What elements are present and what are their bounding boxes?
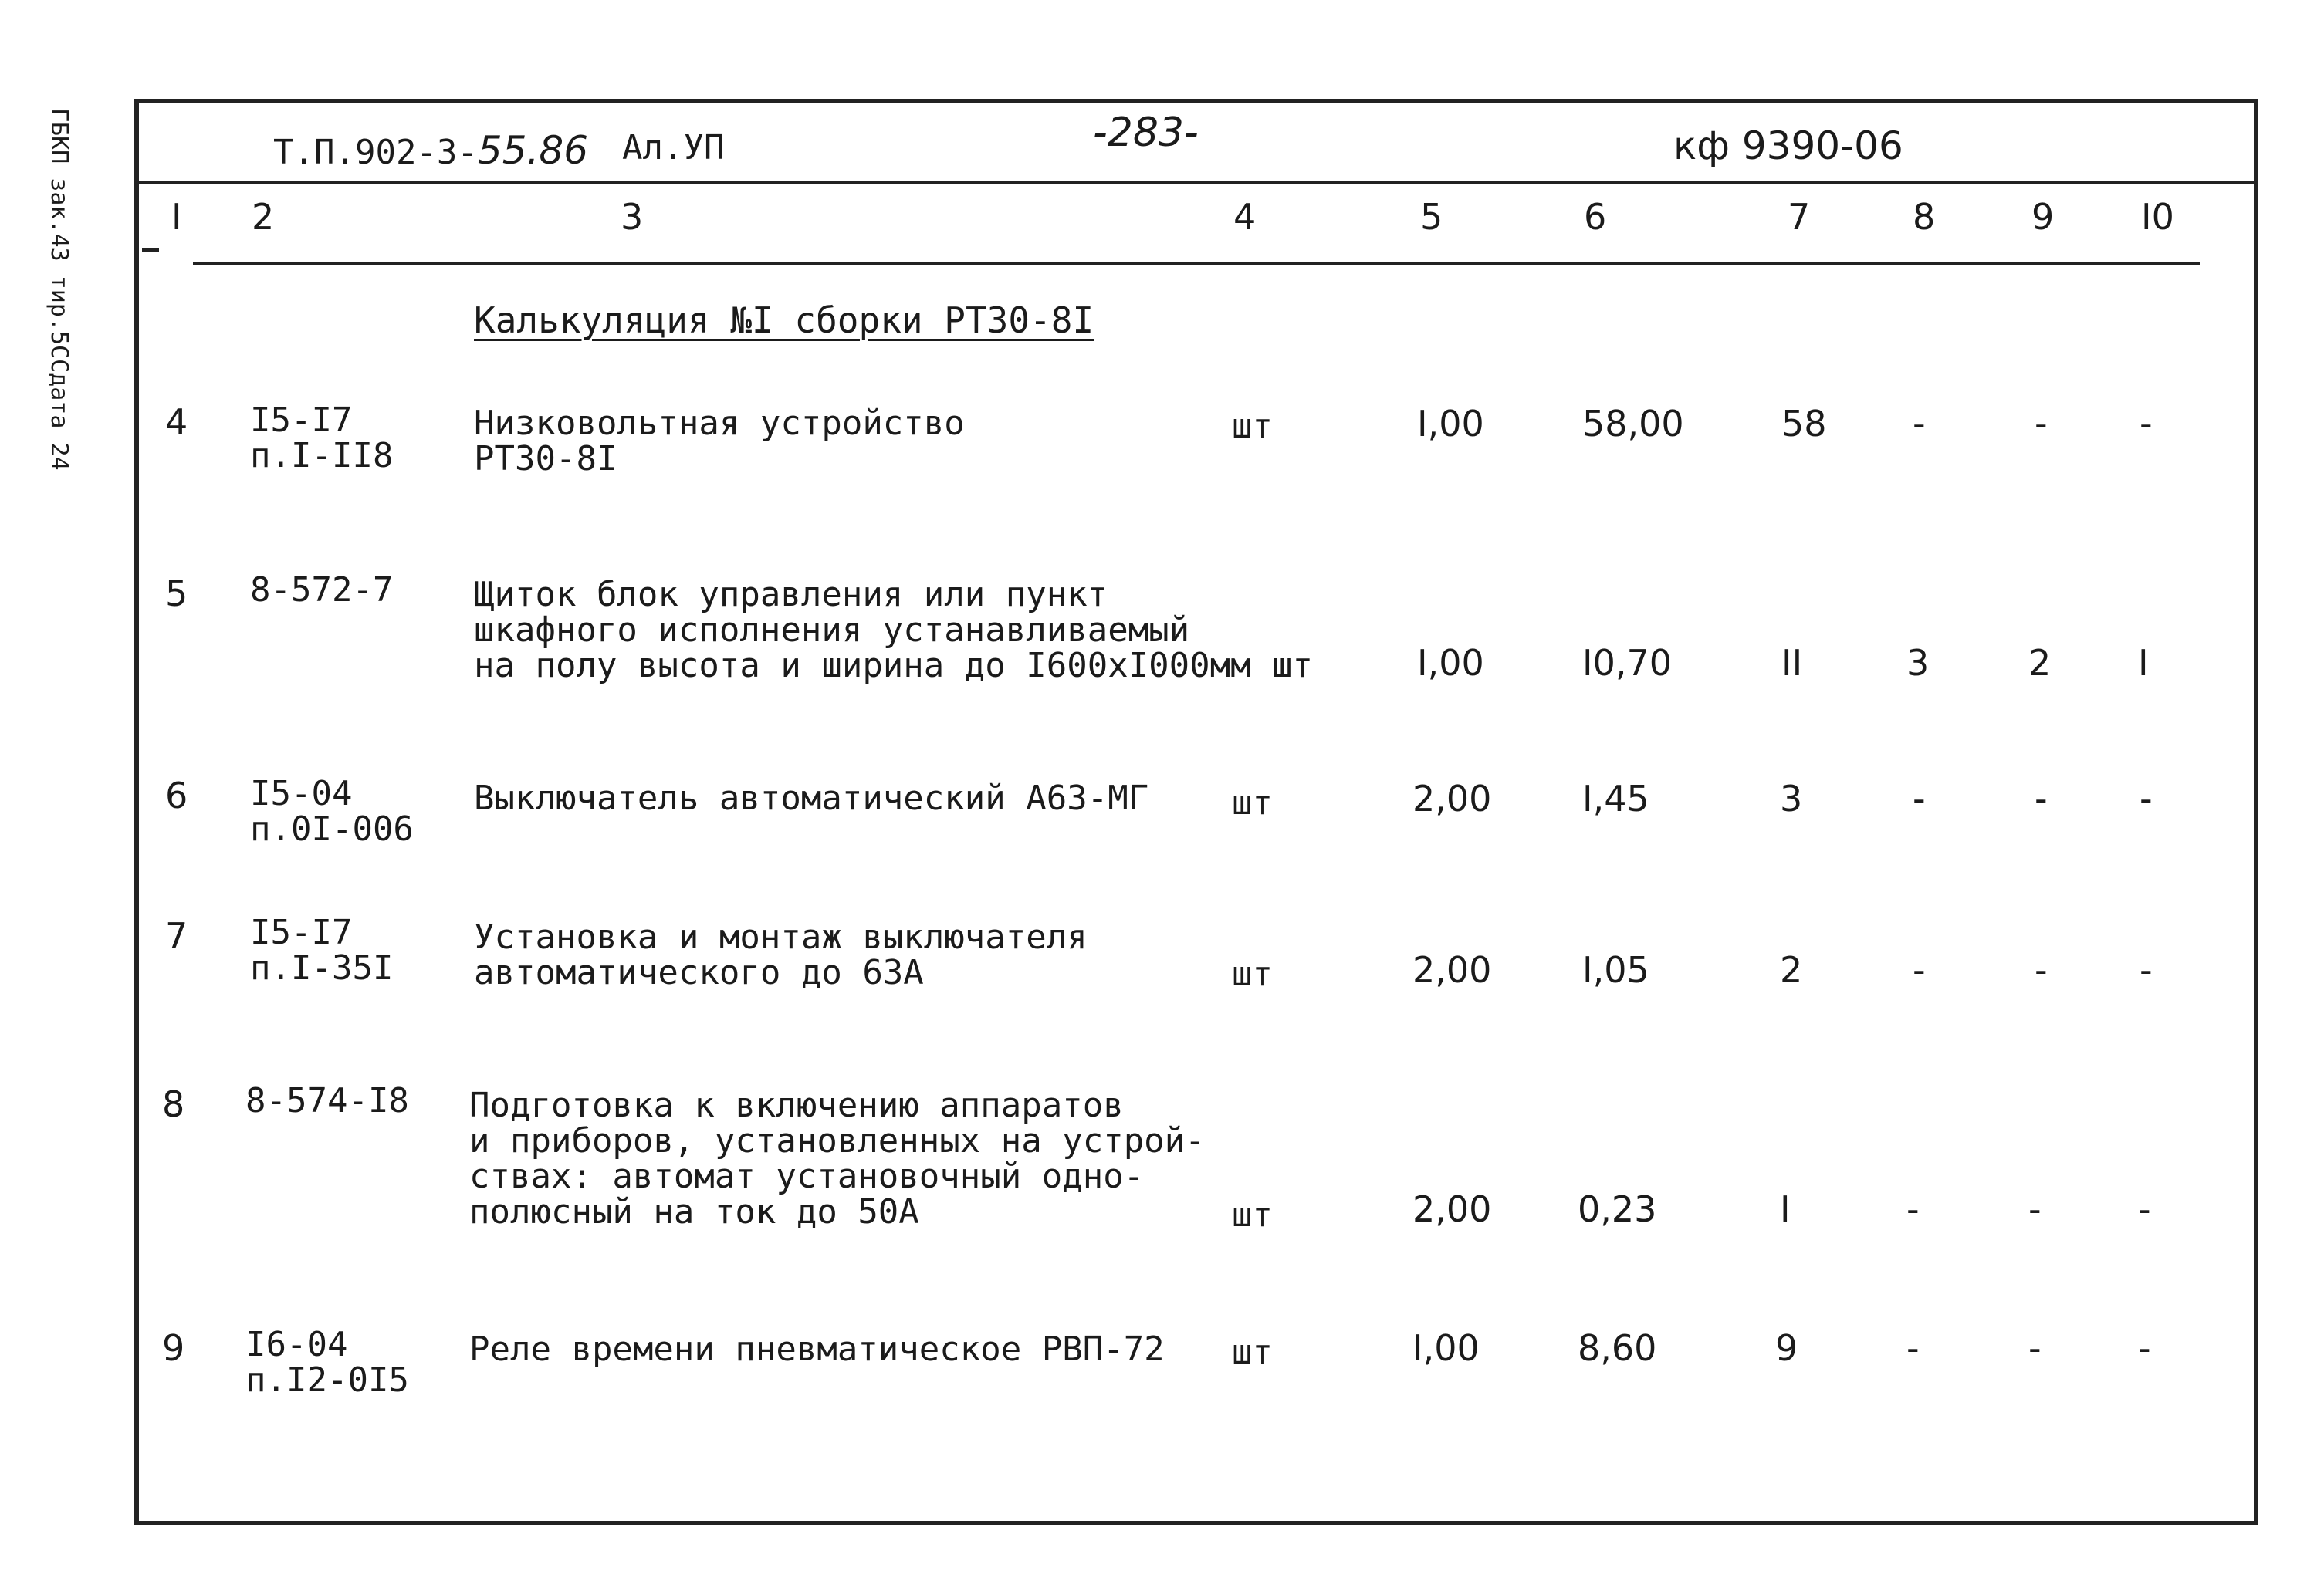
description-line: Низковольтная устройство [474, 404, 965, 443]
column-8-value: - [1913, 778, 1926, 819]
column-number-8: 8 [1913, 196, 1936, 238]
column-number-10: I0 [2141, 196, 2174, 238]
quantity: I,00 [1417, 642, 1484, 684]
column-9-value: - [2028, 1188, 2042, 1230]
document-reference-typed: Т.П.902-3- [273, 133, 478, 172]
unit: шт [1232, 783, 1273, 823]
row-number: 6 [165, 775, 188, 816]
description-line: Реле времени пневматическое РВП-72 [469, 1330, 1165, 1369]
column-8-value: - [1913, 949, 1926, 991]
row-number: 9 [162, 1327, 185, 1369]
unit-price: I,05 [1582, 949, 1649, 991]
column-dash-mark [142, 248, 159, 252]
quantity: 2,00 [1412, 778, 1492, 819]
quantity: I,00 [1412, 1327, 1480, 1369]
column-9-value: - [2035, 949, 2048, 991]
column-10-value: - [2140, 949, 2153, 991]
quantity: I,00 [1417, 403, 1484, 444]
description-line: РТ30-8I [474, 439, 617, 478]
column-8-value: 3 [1906, 642, 1930, 684]
rate-code-line: 8-574-I8 [245, 1081, 409, 1120]
document-reference [273, 128, 588, 173]
unit-price: 0,23 [1578, 1188, 1657, 1230]
description-line: на полу высота и ширина до I600xI000мм [474, 646, 1251, 685]
unit: шт [1232, 955, 1273, 994]
unit-price: I0,70 [1582, 642, 1672, 684]
margin-stamp [46, 108, 96, 540]
description-line: шкафного исполнения устанавливаемый [474, 610, 1190, 650]
rate-code-line: 8-572-7 [250, 570, 394, 610]
column-10-value: I [2138, 642, 2149, 684]
column-8-value: - [1906, 1188, 1920, 1230]
row-number: 4 [165, 401, 188, 443]
margin-stamp-text: ГБКП зак.43 тир.5ССдата 24 [46, 108, 73, 471]
column-number-3: 3 [621, 196, 644, 238]
column-9-value: - [2035, 778, 2048, 819]
description-line: Выключатель автоматический А63-МГ [474, 779, 1149, 818]
column-number-2: 2 [252, 196, 275, 238]
column-9-value: - [2035, 403, 2048, 444]
rate-code-line: п.0I-006 [250, 809, 414, 849]
unit: шт [1232, 1333, 1273, 1372]
description-line: Подготовка к включению аппаратов [469, 1086, 1124, 1125]
rate-code-line: I5-I7 [250, 400, 353, 440]
total: II [1781, 642, 1803, 684]
total: 2 [1780, 949, 1803, 991]
rate-code-line: I5-04 [250, 774, 353, 813]
section-title: Калькуляция №I сборки РТ30-8I [474, 299, 1094, 341]
unit-price: 8,60 [1578, 1327, 1657, 1369]
total: I [1780, 1188, 1791, 1230]
description-line: автоматического до 63А [474, 953, 924, 992]
column-number-5: 5 [1420, 196, 1443, 238]
document-code: кф 9390-06 [1673, 123, 1903, 168]
unit-price: I,45 [1582, 778, 1649, 819]
quantity: 2,00 [1412, 949, 1492, 991]
column-number-9: 9 [2031, 196, 2055, 238]
row-number: 7 [165, 915, 188, 957]
row-number: 5 [165, 573, 188, 614]
column-10-value: - [2138, 1327, 2151, 1369]
description-line: Установка и монтаж выключателя [474, 917, 1088, 957]
document-reference-handwritten: 55.86 [477, 128, 589, 173]
column-header-divider [193, 262, 2200, 265]
column-8-value: - [1906, 1327, 1920, 1369]
description-line: и приборов, установленных на устрой- [469, 1121, 1206, 1161]
rate-code-line: п.I2-0I5 [245, 1360, 409, 1400]
total: 58 [1781, 403, 1827, 444]
rate-code-line: п.I-II8 [250, 436, 394, 475]
album-label: Ал.УП [622, 128, 725, 167]
description-line: полюсный на ток до 50А [469, 1192, 919, 1232]
description-line: Щиток блок управления или пункт [474, 575, 1108, 614]
page-frame [134, 99, 2258, 1525]
column-number-6: 6 [1584, 196, 1607, 238]
description-line: ствах: автомат установочный одно- [469, 1157, 1145, 1196]
rate-code-line: п.I-35I [250, 948, 394, 988]
unit: шт [1232, 1195, 1273, 1235]
unit: шт [1272, 646, 1313, 685]
rate-code-line: I5-I7 [250, 913, 353, 952]
row-number: 8 [162, 1083, 185, 1125]
column-10-value: - [2138, 1188, 2151, 1230]
column-9-value: 2 [2028, 642, 2052, 684]
column-number-4: 4 [1233, 196, 1257, 238]
total: 3 [1780, 778, 1803, 819]
page-number: -283- [1093, 110, 1199, 156]
column-8-value: - [1913, 403, 1926, 444]
quantity: 2,00 [1412, 1188, 1492, 1230]
unit: шт [1232, 407, 1273, 446]
column-number-7: 7 [1788, 196, 1811, 238]
rate-code-line: I6-04 [245, 1325, 348, 1364]
total: 9 [1775, 1327, 1798, 1369]
header-divider [134, 181, 2254, 184]
column-10-value: - [2140, 403, 2153, 444]
column-9-value: - [2028, 1327, 2042, 1369]
unit-price: 58,00 [1582, 403, 1684, 444]
column-number-1: I [171, 196, 182, 238]
column-10-value: - [2140, 778, 2153, 819]
